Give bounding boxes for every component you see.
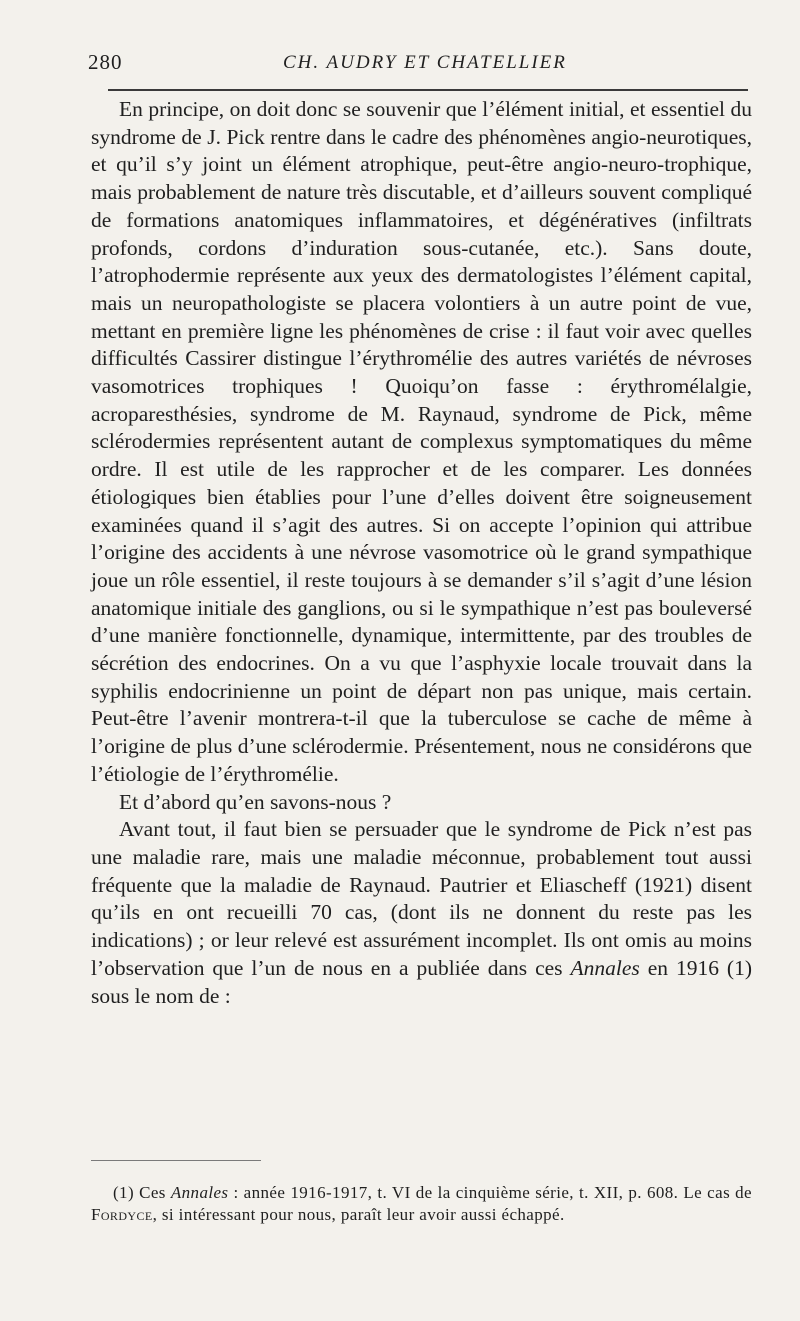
footnote-rule — [91, 1160, 261, 1161]
footnote-text: : année 1916-1917, t. VI de la cinquième série, t. XII, p. 608. Le cas de — [228, 1183, 752, 1202]
body-text — [91, 96, 752, 1010]
header-rule — [108, 89, 748, 91]
page-number: 280 — [88, 50, 123, 74]
footnote-journal: Annales — [170, 1183, 229, 1202]
paragraph: En principe, on doit donc se souvenir que l’élément initial, et essentiel du syndrome de J. Pick rentre dans le cadre des phénomènes angio-neurotiques, et qu’il s’y joint un élément atrophique, peut-être angio-neuro-trophique, mais probablement de nature très discutable, et d’ailleurs souvent compliqué de formations anatomiques inflammatoires, et dégénératives (infiltrats profonds, cordons d’induration sous-cutanée, etc.). Sans doute, l’atrophodermie représente aux yeux des dermatologistes l’élément capital, mais un neuropathologiste se placera volontiers à un autre point de vue, mettant en première ligne les phénomènes de crise : il faut voir avec quelles difficultés Cassirer distingue l’érythromélie des autres variétés de névroses vasomotrices trophiques ! Quoiqu’on fasse : érythromélalgie, acroparesthésies, syndrome de M. Raynaud, syndrome de Pick, même sclérodermies représentent autant de complexus symptomatiques du même ordre. Il est utile de les rapprocher et de les comparer. Les données étiologiques bien établies pour l’une d’elles doivent être soigneusement examinées quand il s’agit des autres. Si on accepte l’opinion qui attribue l’origine des accidents à une névrose vasomotrice où le grand sympathique joue un rôle essentiel, il reste toujours à se demander s’il s’agit d’une lésion anatomique initiale des ganglions, ou si le sympathique n’est pas bouleversé d’une manière fonctionnelle, dynamique, intermittente, par des troubles de sécrétion des endocrines. On a vu que l’asphyxie locale trouvait dans la syphilis endocrinienne un point de départ non pas unique, mais certain. Peut-être l’avenir montrera-t-il que la tuberculose se cache de même à l’origine de plus d’une sclérodermie. Présentement, nous ne considérons que l’étiologie de l’érythromélie. — [91, 97, 752, 786]
footnote-author: Fordyce — [91, 1205, 153, 1224]
page-header — [88, 50, 750, 80]
footnote — [91, 1182, 752, 1226]
running-head: CH. AUDRY ET CHATELLIER — [283, 52, 567, 73]
footnote-marker: (1) Ces — [113, 1183, 171, 1202]
paragraph — [91, 816, 752, 1010]
paragraph-text: Avant tout, il faut bien se persuader que le syndrome de Pick n’est pas une maladie rare, mais une maladie méconnue, probablement tout aussi fréquente que la maladie de Raynaud. Pautrier et Eliascheff (1921) disent qu’ils en ont recueilli 70 cas, (dont ils ne donnent du reste pas les indications) ; or leur relevé est assurément incomplet. Ils ont omis au moins l’observation que l’un de nous en a publiée dans ces — [91, 817, 752, 980]
paragraph-tail: en 1916 (1) sous le nom de : — [91, 955, 752, 1008]
paragraph: Et d’abord qu’en savons-nous ? — [119, 789, 392, 814]
footnote-text-end: , si intéressant pour nous, paraît leur avoir aussi échappé. — [152, 1205, 565, 1224]
journal-title: Annales — [570, 955, 640, 980]
